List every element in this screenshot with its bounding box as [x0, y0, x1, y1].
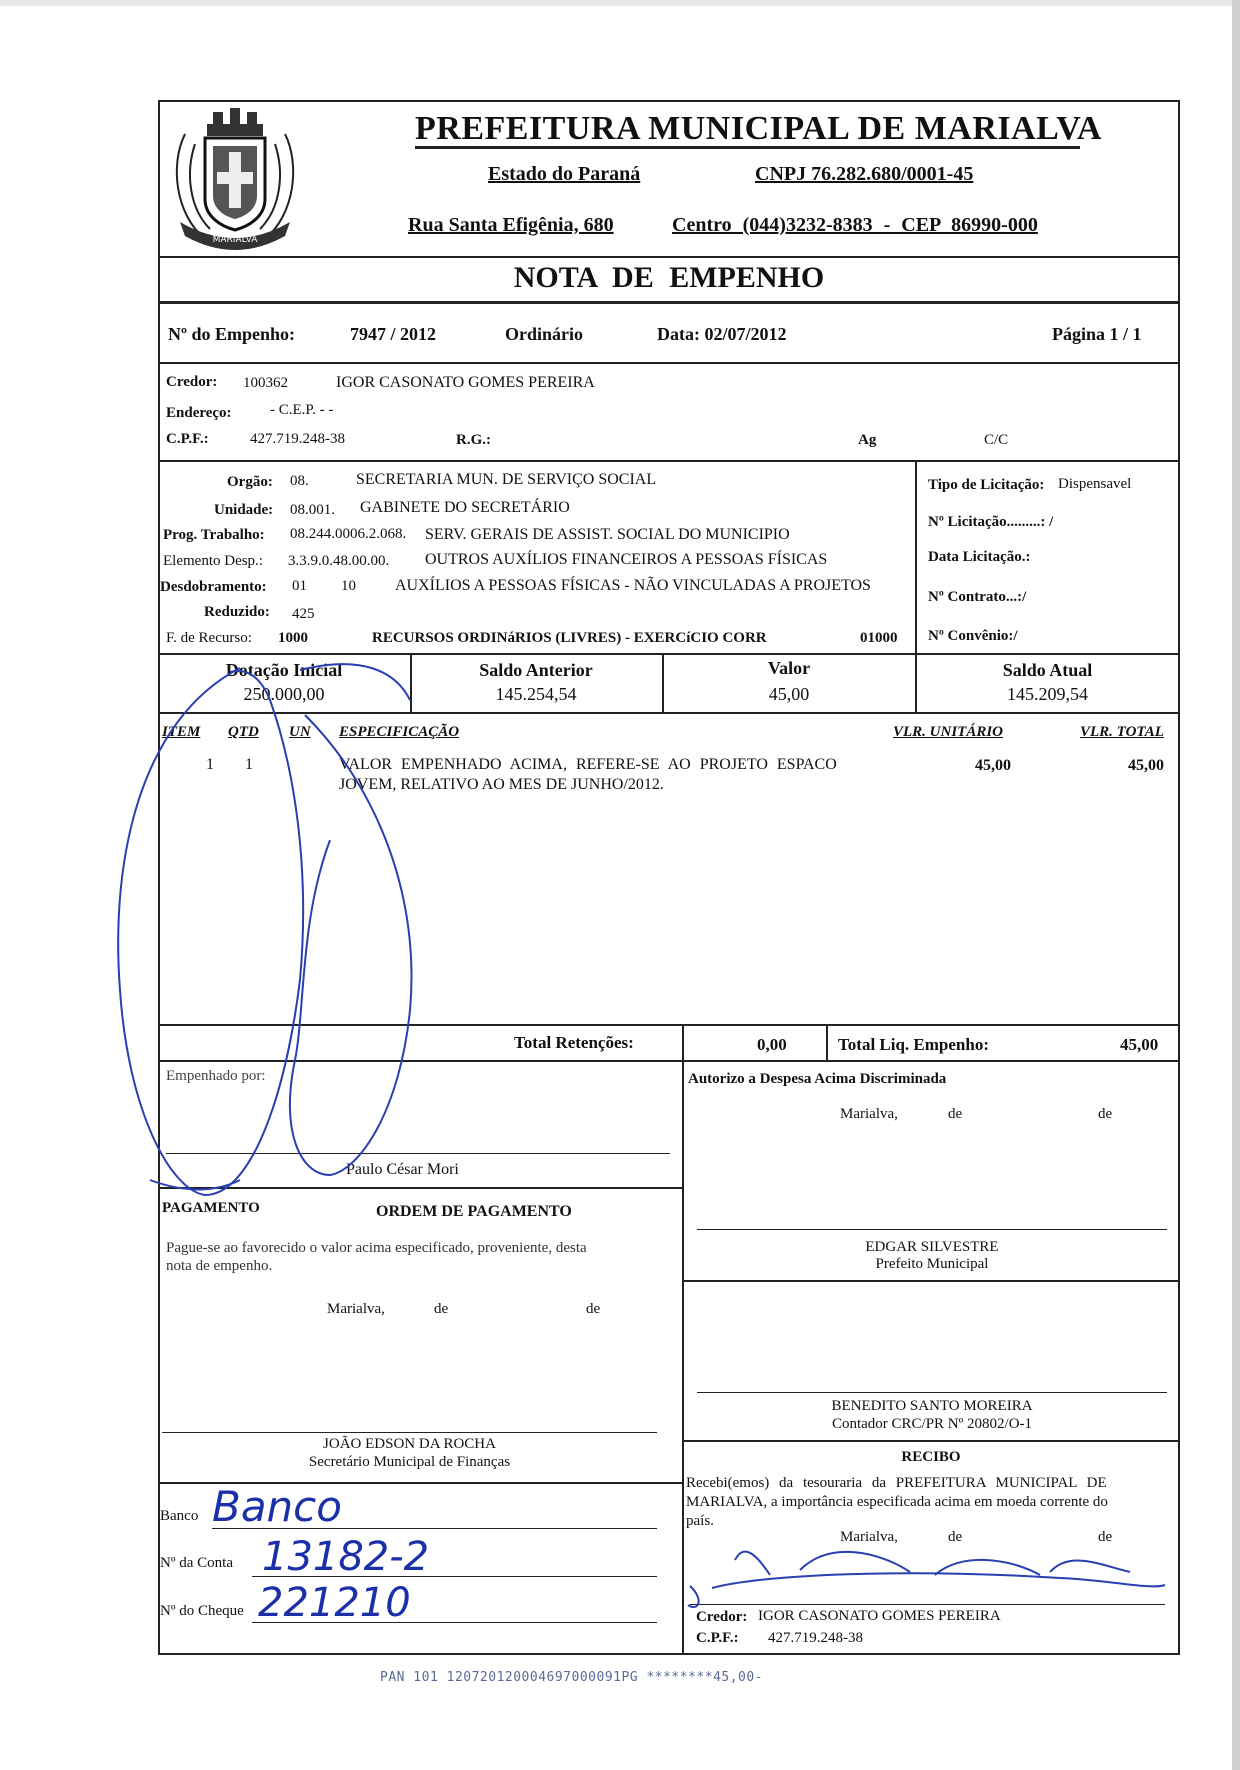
autorizo-local: Marialva,: [840, 1106, 898, 1122]
autorizo-de1: de: [948, 1106, 963, 1122]
unidade-label: Unidade:: [214, 502, 274, 518]
credor-rg-label: R.G.:: [456, 432, 491, 448]
col-vlr-unitario: VLR. UNITÁRIO: [893, 724, 1004, 740]
col-especificacao: ESPECIFICAÇÃO: [339, 724, 460, 740]
unidade-cod: 08.001.: [290, 502, 335, 518]
row-especificacao-1: VALOR EMPENHADO ACIMA, REFERE-SE AO PROJETO ESPACO: [339, 756, 837, 773]
total-liquido-label: Total Liq. Empenho:: [838, 1035, 989, 1054]
recibo-credor: IGOR CASONATO GOMES PEREIRA: [758, 1608, 1001, 1624]
row-especificacao-2: JOVEM, RELATIVO AO MES DE JUNHO/2012.: [339, 776, 664, 793]
autorizo-label: Autorizo a Despesa Acima Discriminada: [688, 1071, 947, 1087]
valor-label: Valor: [767, 658, 811, 678]
pagamento-texto-2: nota de empenho.: [166, 1258, 273, 1274]
recibo-de1: de: [948, 1529, 963, 1545]
doc-title: NOTA DE EMPENHO: [513, 261, 825, 294]
total-retencoes: 0,00: [757, 1035, 787, 1054]
desd-label: Desdobramento:: [160, 579, 267, 595]
header-estado: Estado do Paraná: [488, 163, 641, 185]
licitacao-convenio: Nº Convênio:/: [928, 628, 1018, 644]
recibo-texto-1: Recebi(emos) da tesouraria da PREFEITURA MUNICIPAL DE: [686, 1475, 1107, 1491]
contador-nome: BENEDITO SANTO MOREIRA: [831, 1398, 1033, 1414]
saldo-atual-label: Saldo Atual: [1002, 660, 1093, 680]
secretario-nome: JOÃO EDSON DA ROCHA: [323, 1436, 496, 1452]
empenho-numero-label: Nº do Empenho:: [168, 324, 295, 344]
col-qtd: QTD: [228, 724, 259, 740]
empenho-pagina: Página 1 / 1: [1052, 324, 1142, 344]
header-endereco: Rua Santa Efigênia, 680: [408, 214, 614, 236]
col-item: ITEM: [162, 724, 201, 740]
desd-cod1: 01: [292, 578, 307, 594]
contador-cargo: Contador CRC/PR Nº 20802/O-1: [831, 1416, 1033, 1432]
licitacao-tipo-label: Tipo de Licitação:: [928, 477, 1045, 493]
pagamento-de2: de: [586, 1301, 601, 1317]
header-cnpj: CNPJ 76.282.680/0001-45: [755, 163, 974, 185]
pagamento-local: Marialva,: [327, 1301, 385, 1317]
fonte-label: F. de Recurso:: [166, 630, 252, 646]
saldo-anterior-label: Saldo Anterior: [479, 660, 593, 680]
secretario-cargo: Secretário Municipal de Finanças: [308, 1454, 511, 1470]
credor-endereco: - C.E.P. - -: [270, 402, 334, 418]
row-vlr-total: 45,00: [1128, 757, 1164, 774]
saldo-anterior: 145.254,54: [495, 684, 577, 704]
credor-label: Credor:: [166, 374, 218, 390]
recibo-titulo: RECIBO: [901, 1449, 961, 1465]
total-liquido: 45,00: [1120, 1035, 1159, 1054]
dotacao-inicial-label: Dotação Inicial: [225, 660, 343, 680]
prog-nome: SERV. GERAIS DE ASSIST. SOCIAL DO MUNICIPIO: [425, 526, 790, 543]
row-qtd: 1: [245, 756, 253, 773]
fonte-cod: 1000: [278, 630, 308, 646]
elem-label: Elemento Desp.:: [163, 553, 263, 569]
empenhado-label: Empenhado por:: [166, 1068, 266, 1084]
col-un: UN: [289, 724, 311, 740]
recibo-texto-2: MARIALVA, a importância especificada acima em moeda corrente do: [686, 1494, 1108, 1510]
pagamento-de1: de: [434, 1301, 449, 1317]
empenho-numero: 7947 / 2012: [350, 324, 437, 344]
header-title: PREFEITURA MUNICIPAL DE MARIALVA: [415, 110, 1102, 147]
svg-text:MARIALVA: MARIALVA: [212, 235, 258, 245]
saldo-atual: 145.209,54: [1007, 684, 1088, 704]
licitacao-data: Data Licitação.:: [928, 549, 1031, 565]
elem-nome: OUTROS AUXÍLIOS FINANCEIROS A PESSOAS FÍSICAS: [425, 551, 828, 568]
credor-endereco-label: Endereço:: [166, 405, 232, 421]
pagamento-label: PAGAMENTO: [162, 1200, 260, 1216]
row-item: 1: [206, 756, 214, 773]
cheque-label: Nº do Cheque: [160, 1603, 244, 1619]
licitacao-tipo: Dispensavel: [1058, 476, 1132, 492]
empenhado-nome: Paulo César Mori: [346, 1161, 459, 1178]
recibo-local: Marialva,: [840, 1529, 898, 1545]
credor-ag-label: Ag: [858, 432, 877, 448]
prefeito-cargo: Prefeito Municipal: [875, 1256, 989, 1272]
recibo-de2: de: [1098, 1529, 1113, 1545]
desd-nome: AUXÍLIOS A PESSOAS FÍSICAS - NÃO VINCULADAS A PROJETOS: [395, 577, 871, 594]
credor-cpf-label: C.P.F.:: [166, 431, 209, 447]
ordem-pagamento-label: ORDEM DE PAGAMENTO: [376, 1203, 572, 1220]
credor-nome: IGOR CASONATO GOMES PEREIRA: [336, 374, 595, 391]
autorizo-de2: de: [1098, 1106, 1113, 1122]
row-vlr-unitario: 45,00: [975, 757, 1011, 774]
elem-cod: 3.3.9.0.48.00.00.: [288, 553, 390, 569]
credor-codigo: 100362: [243, 375, 288, 391]
recibo-cpf: 427.719.248-38: [768, 1630, 863, 1646]
recibo-credor-label: Credor:: [696, 1609, 748, 1625]
recibo-texto-3: país.: [686, 1513, 714, 1529]
licitacao-numero: Nº Licitação.........: /: [928, 514, 1054, 530]
cheque-handwritten: 221210: [258, 1580, 411, 1626]
orgao-cod: 08.: [290, 473, 309, 489]
conta-handwritten: 13182-2: [262, 1534, 430, 1580]
banco-handwritten: Banco: [212, 1482, 342, 1531]
empenho-data: Data: 02/07/2012: [657, 324, 787, 344]
empenho-tipo: Ordinário: [505, 324, 584, 344]
valor: 45,00: [768, 684, 810, 704]
recibo-cpf-label: C.P.F.:: [696, 1630, 739, 1646]
col-vlr-total: VLR. TOTAL: [1080, 724, 1164, 740]
prefeito-nome: EDGAR SILVESTRE: [865, 1239, 999, 1255]
bank-authentication-stamp: PAN 101 120720120004697000091PG ********45,00-: [380, 1670, 764, 1685]
unidade-nome: GABINETE DO SECRETÁRIO: [360, 499, 570, 516]
prog-cod: 08.244.0006.2.068.: [290, 526, 407, 542]
orgao-label: Orgão:: [227, 474, 273, 490]
total-retencoes-label: Total Retenções:: [514, 1033, 634, 1052]
reduzido-label: Reduzido:: [204, 604, 270, 620]
fonte-num: 01000: [860, 630, 898, 646]
prog-label: Prog. Trabalho:: [163, 527, 265, 543]
header-bairro-fone-cep: Centro (044)3232-8383 - CEP 86990-000: [672, 214, 1038, 236]
orgao-nome: SECRETARIA MUN. DE SERVIÇO SOCIAL: [356, 471, 657, 488]
pagamento-texto-1: Pague-se ao favorecido o valor acima especificado, proveniente, desta: [166, 1240, 587, 1256]
dotacao-inicial: 250.000,00: [243, 684, 325, 704]
conta-label: Nº da Conta: [160, 1555, 233, 1571]
licitacao-contrato: Nº Contrato...:/: [928, 589, 1027, 605]
desd-cod2: 10: [341, 578, 356, 594]
reduzido: 425: [292, 606, 315, 622]
fonte-nome: RECURSOS ORDINáRIOS (LIVRES) - EXERCíCIO CORR: [372, 630, 767, 646]
credor-cpf: 427.719.248-38: [250, 431, 345, 447]
banco-label: Banco: [160, 1508, 199, 1524]
credor-cc-label: C/C: [984, 432, 1009, 448]
